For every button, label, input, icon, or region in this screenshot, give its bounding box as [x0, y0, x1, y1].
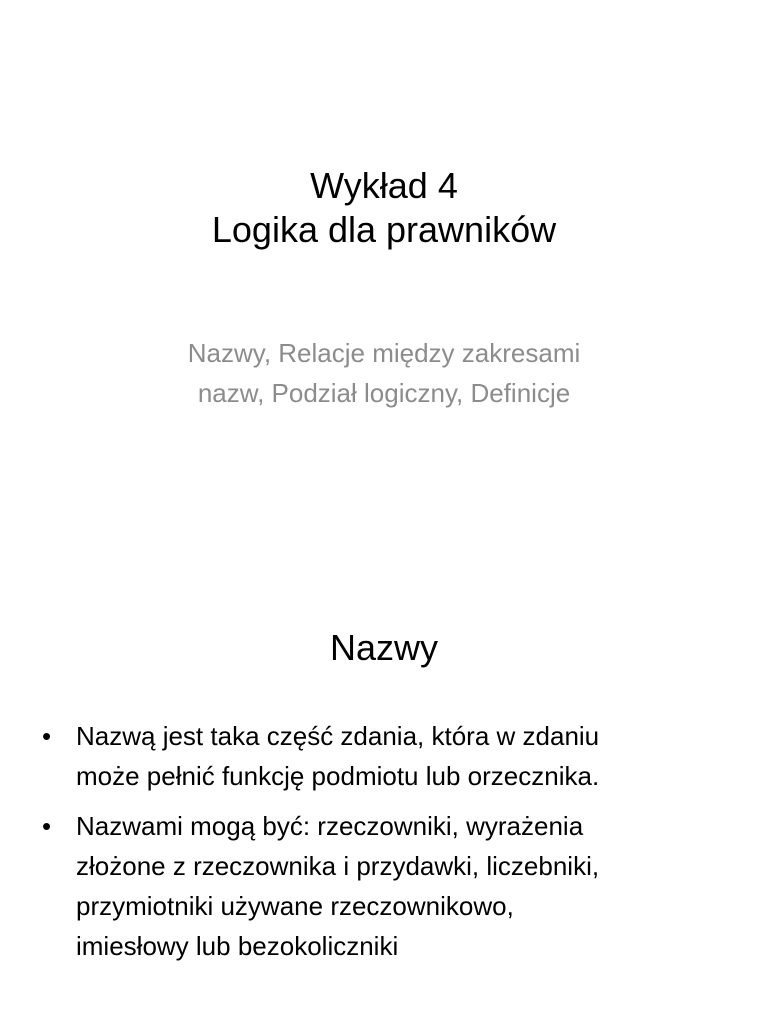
bullet-text-line: może pełnić funkcję podmiotu lub orzecznika. [76, 761, 600, 791]
bullet-text-line: złożone z rzeczownika i przydawki, liczebniki, [76, 851, 600, 881]
slide-title [0, 164, 768, 252]
bullet-icon: • [42, 721, 52, 751]
bullet-text-line: imiesłowy lub bezokoliczniki [76, 931, 399, 961]
bullet-item [40, 806, 740, 966]
slide-subtitle [0, 333, 768, 413]
subtitle-line-2: nazw, Podział logiczny, Definicje [197, 378, 571, 408]
content-slide [0, 576, 768, 1024]
title-line-course: Logika dla prawników [211, 209, 557, 250]
bullet-text-line: przymiotniki używane rzeczownikowo, [76, 891, 514, 921]
bullet-item [40, 716, 740, 796]
bullet-text-line: Nazwą jest taka część zdania, która w zdaniu [76, 721, 600, 751]
bullet-text-line: Nazwami mogą być: rzeczowniki, wyrażenia [76, 811, 584, 841]
title-line-lecture: Wykład 4 [310, 165, 458, 206]
bullet-icon: • [42, 811, 52, 841]
subtitle-line-1: Nazwy, Relacje między zakresami [187, 338, 581, 368]
slide-heading: Nazwy [329, 627, 439, 668]
bullet-list [40, 716, 740, 976]
